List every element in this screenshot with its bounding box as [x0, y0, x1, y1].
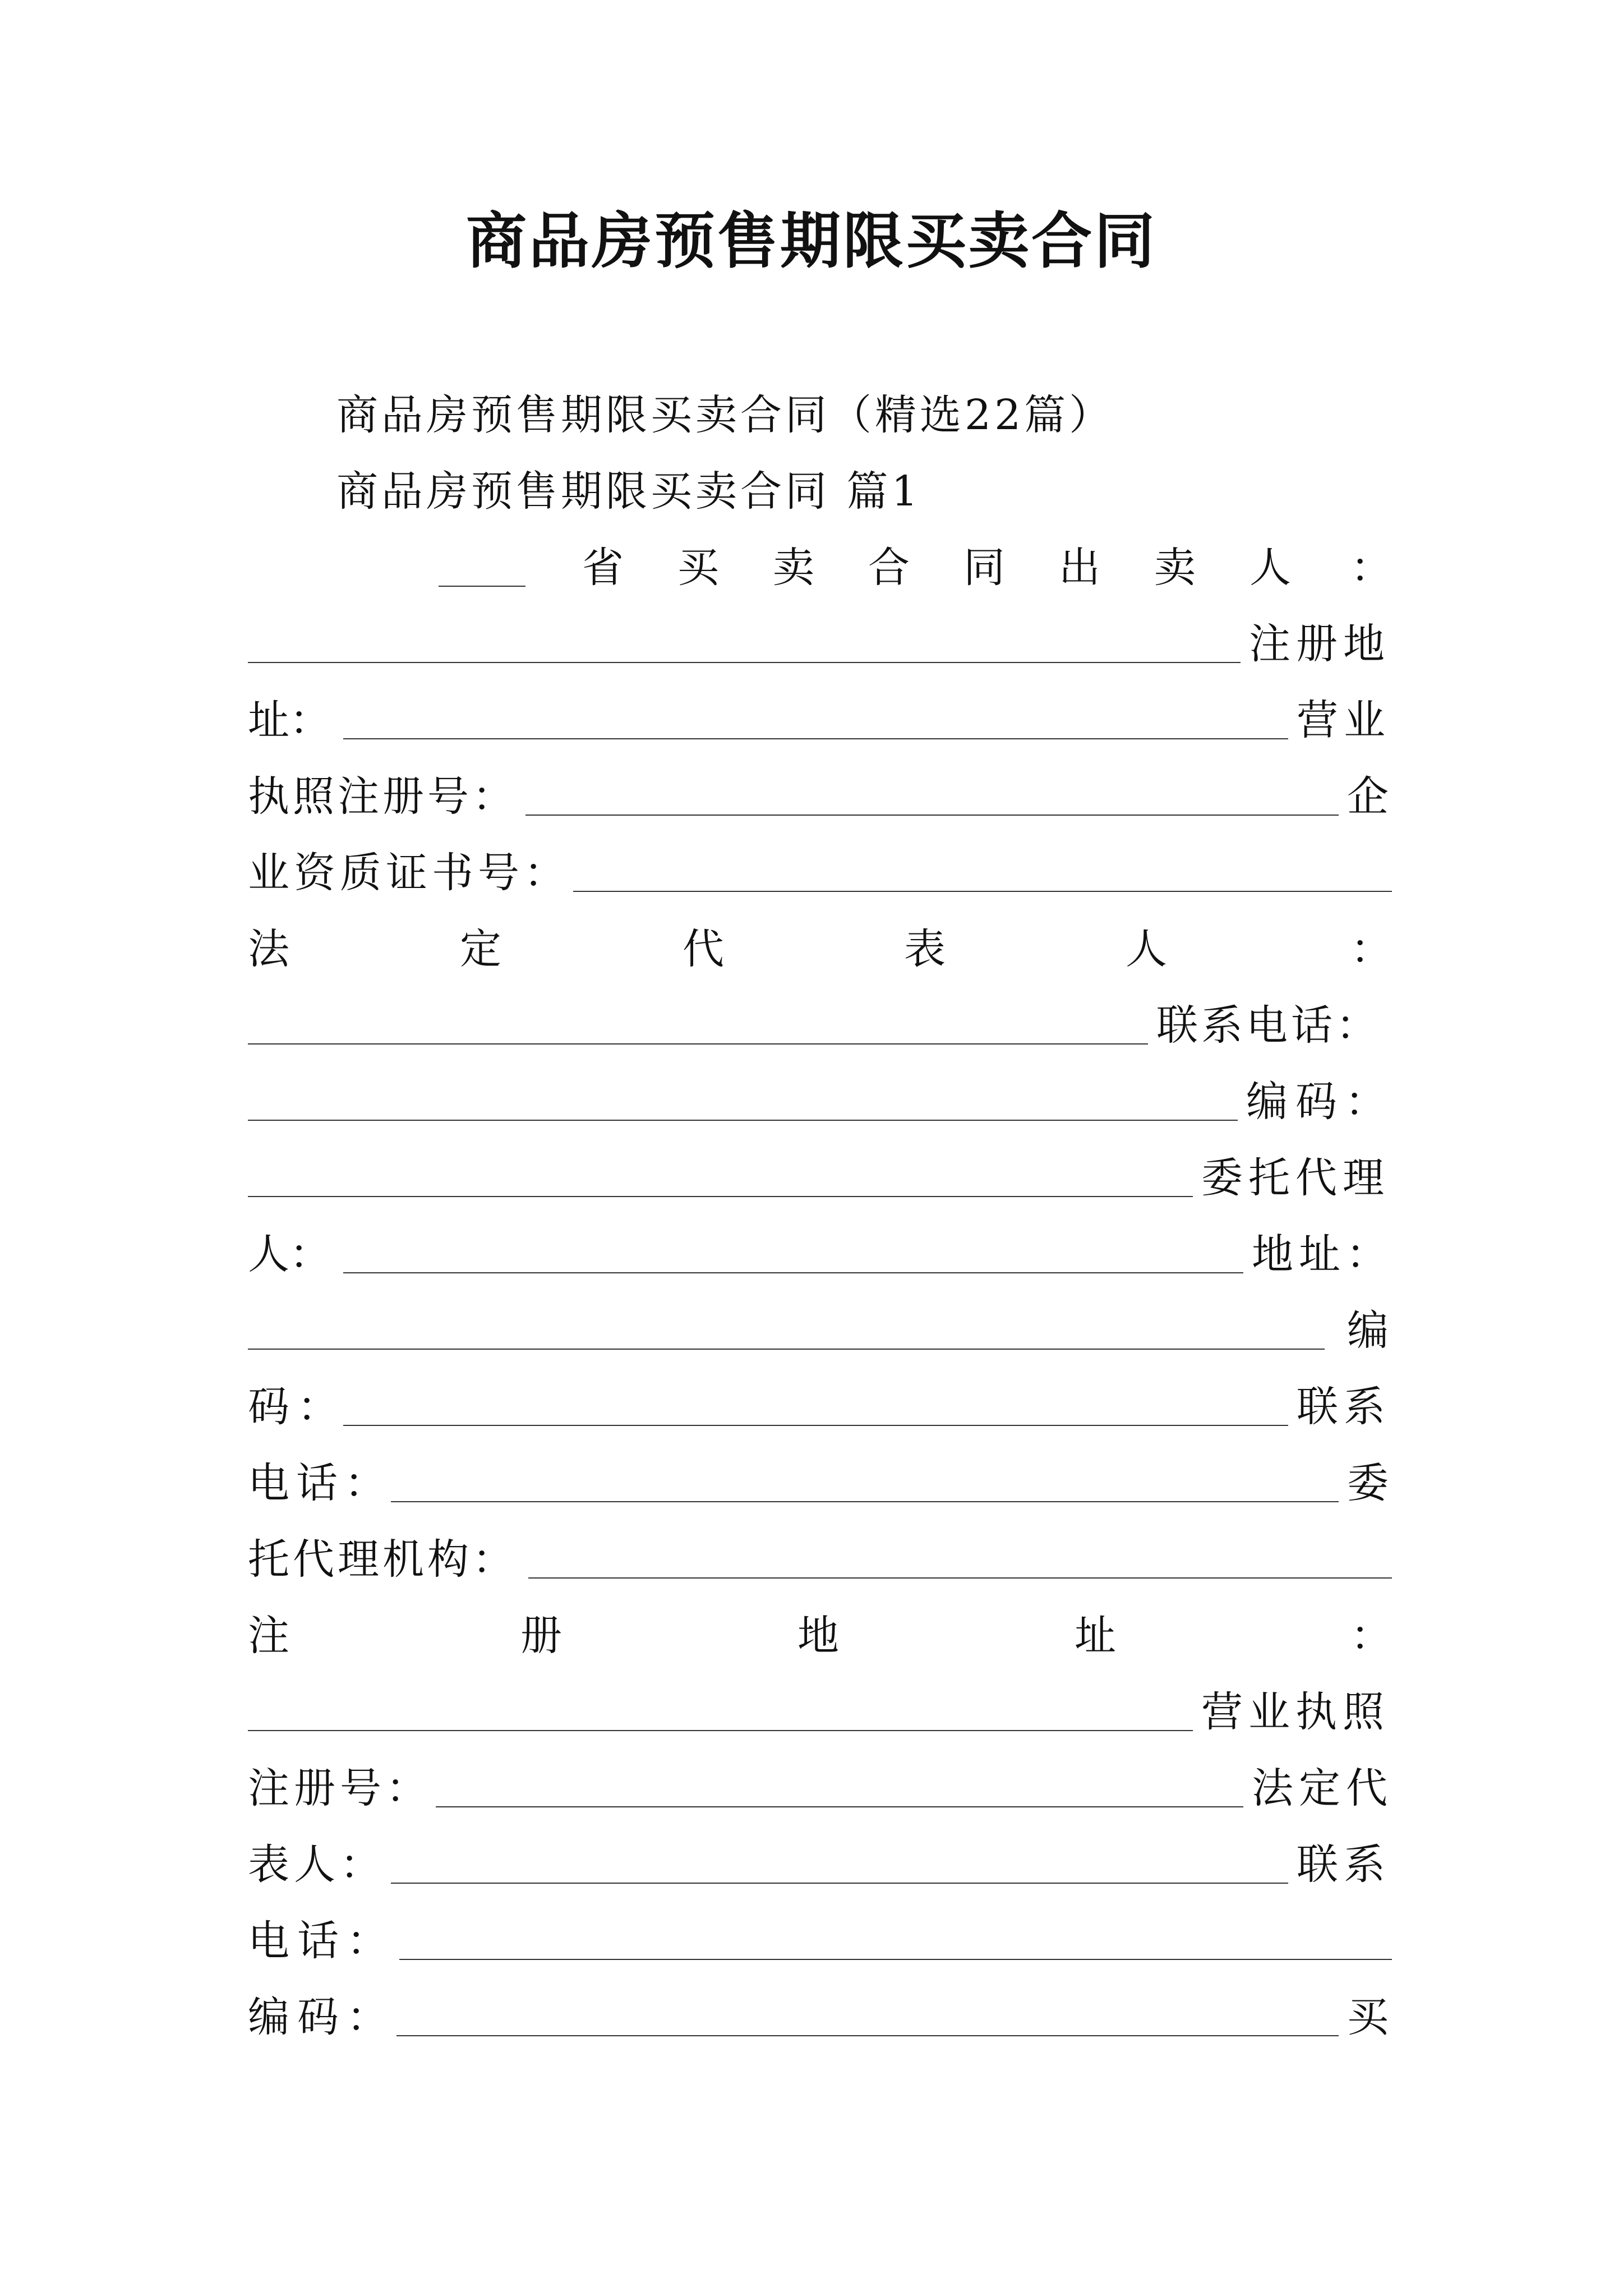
- field-label: 委托代理: [1201, 1154, 1390, 1202]
- form-line: [248, 845, 1392, 901]
- field-label: 编码：: [248, 1993, 396, 2041]
- form-line: [248, 616, 1392, 672]
- blank-line: [439, 586, 525, 587]
- field-label: 营业执照: [1201, 1688, 1390, 1736]
- field-label: 联系电话：: [1156, 1001, 1381, 1050]
- form-line: [248, 1074, 1392, 1130]
- form-line: [248, 1913, 1392, 1969]
- form-line: [248, 1379, 1392, 1435]
- form-char: 地: [797, 1612, 839, 1660]
- blank-line: [248, 662, 1241, 663]
- field-label: 注册地: [1249, 620, 1390, 668]
- form-char: 同: [963, 544, 1005, 592]
- field-label: 委: [1347, 1459, 1389, 1507]
- form-line: [248, 1150, 1392, 1206]
- blank-line: [248, 1196, 1193, 1197]
- form-line: [248, 1684, 1392, 1740]
- blank-line: [396, 2035, 1339, 2036]
- blank-line: [248, 1043, 1148, 1045]
- form-char: ：: [1350, 544, 1392, 592]
- field-label: 法定代: [1252, 1764, 1393, 1812]
- form-line-seller-heading: [248, 540, 1392, 596]
- form-char: 法: [248, 925, 289, 973]
- field-label: 表人：: [248, 1841, 386, 1889]
- field-label: 业资质证书号：: [248, 849, 570, 897]
- form-line-registered-address: [248, 1608, 1392, 1664]
- document-subtitle: 商品房预售期限买卖合同（精选22篇）: [336, 391, 1114, 439]
- field-label: 编码：: [1246, 1078, 1394, 1126]
- blank-line: [391, 1501, 1339, 1502]
- field-label: 托代理机构：: [248, 1535, 517, 1584]
- form-char: 定: [460, 925, 501, 973]
- form-line: [248, 1455, 1392, 1511]
- form-char: 卖: [1154, 544, 1196, 592]
- form-char: 注: [248, 1612, 289, 1660]
- field-label: 地址：: [1252, 1230, 1393, 1278]
- form-line-legal-rep: [248, 921, 1392, 977]
- field-label: 电话：: [248, 1917, 396, 1965]
- form-char: 人: [1126, 925, 1167, 973]
- section-heading: 商品房预售期限买卖合同 篇1: [336, 467, 921, 516]
- blank-line: [391, 1883, 1288, 1884]
- form-char: 表: [904, 925, 946, 973]
- field-label: 联系: [1297, 1841, 1391, 1889]
- form-char: 省: [582, 544, 624, 592]
- blank-line: [525, 815, 1339, 816]
- field-label: 营业: [1297, 696, 1391, 744]
- blank-line: [248, 1730, 1193, 1731]
- form-char: 代: [683, 925, 724, 973]
- field-label: 电话：: [248, 1459, 393, 1507]
- form-char: ：: [1350, 1612, 1392, 1660]
- field-label: 编: [1347, 1306, 1389, 1355]
- blank-line: [399, 1959, 1392, 1960]
- form-char: 卖: [773, 544, 814, 592]
- field-label: 执照注册号：: [248, 772, 517, 821]
- blank-line: [528, 1577, 1392, 1579]
- blank-line: [573, 891, 1392, 892]
- form-line: [248, 1837, 1392, 1893]
- field-label: 人：: [248, 1230, 331, 1278]
- blank-line: [343, 1425, 1288, 1426]
- field-label: 注册号：: [248, 1764, 432, 1812]
- form-line: [248, 997, 1392, 1053]
- form-line: [248, 1989, 1392, 2045]
- field-label: 址：: [248, 696, 331, 744]
- form-line: [248, 1226, 1392, 1282]
- form-line: [248, 769, 1392, 825]
- blank-line: [248, 1120, 1238, 1121]
- form-char: 册: [520, 1612, 562, 1660]
- field-label: 码：: [248, 1383, 347, 1431]
- form-char: 合: [868, 544, 910, 592]
- form-line: [248, 1531, 1392, 1588]
- blank-line: [436, 1806, 1243, 1807]
- form-char: ：: [1350, 925, 1392, 973]
- field-label: 买: [1347, 1993, 1389, 2041]
- blank-line: [343, 738, 1288, 739]
- form-char: 买: [677, 544, 719, 592]
- document-title: 商品房预售期限买卖合同: [465, 206, 1157, 277]
- blank-line: [248, 1349, 1325, 1350]
- form-line: [248, 1303, 1392, 1359]
- form-char: 出: [1059, 544, 1100, 592]
- form-char: 址: [1075, 1612, 1116, 1660]
- form-line: [248, 692, 1392, 748]
- field-label: 联系: [1297, 1383, 1391, 1431]
- form-line: [248, 1760, 1392, 1816]
- field-label: 企: [1347, 772, 1389, 821]
- form-char: 人: [1249, 544, 1291, 592]
- blank-line: [343, 1272, 1243, 1273]
